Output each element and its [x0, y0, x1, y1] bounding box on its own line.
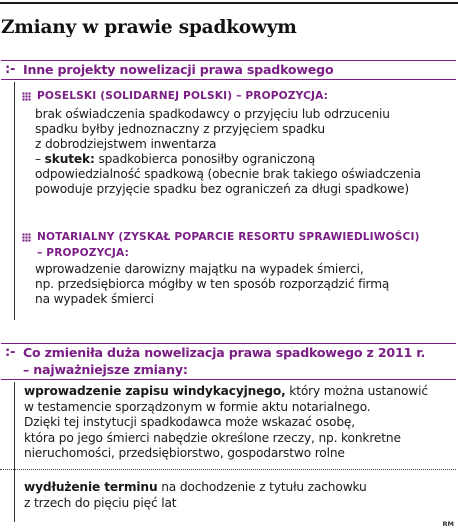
change1-line: nieruchomości, przedsiębiorstwo, gospodarstwo rolne: [24, 446, 345, 460]
change1-body: [24, 384, 456, 462]
change2-first-line: wydłużenie terminu na dochodzenie z tytułu zachowku: [24, 480, 367, 494]
section2-heading-line: Co zmieniła duża nowelizacja prawa spadkowego z 2011 r.: [23, 345, 426, 360]
item1-effect-line: odpowiedzialność spadkową (obecnie brak takiego oświadczenia: [35, 167, 421, 181]
top-rule: [0, 2, 458, 4]
section1-heading-bar: [1, 60, 456, 80]
dotted-divider: [0, 469, 456, 470]
effect-label: skutek:: [44, 152, 95, 166]
section2-heading-bar: [1, 343, 456, 380]
section2-heading-line: – najważniejsze zmiany:: [23, 362, 188, 377]
section1-vertical-rule: [14, 82, 15, 320]
item1-label: POSELSKI (SOLIDARNEJ POLSKI) – PROPOZYCJA:: [22, 88, 328, 104]
item1-effect: – skutek: spadkobierca ponosiłby ograniczoną: [35, 152, 316, 166]
change1-bold: wprowadzenie zapisu windykacyjnego,: [24, 384, 286, 398]
page-title: Zmiany w prawie spadkowym: [1, 17, 297, 38]
change2-body: [24, 480, 444, 511]
change1-first-line: wprowadzenie zapisu windykacyjnego, który można ustanowić: [24, 384, 428, 398]
item1-line: brak oświadczenia spadkodawcy o przyjęciu lub odrzuceniu: [35, 107, 390, 121]
change1-line: w testamencie sporządzonym w formie aktu notarialnego.: [24, 399, 371, 414]
item1-line: z dobrodziejstwem inwentarza: [35, 137, 217, 151]
change1-line: Dzięki tej instytucji spadkodawca może wskazać osobę,: [24, 415, 355, 429]
section1-heading: Inne projekty nowelizacji prawa spadkowego: [23, 62, 334, 77]
dot-grid-icon: [22, 92, 31, 101]
item2-body: [35, 262, 455, 307]
credit-label: RM: [442, 520, 454, 528]
change1-line: która po jego śmierci nabędzie określone rzeczy, np. konkretne: [24, 430, 401, 445]
section1-marker: :-: [5, 62, 16, 77]
item1-body: [35, 107, 455, 197]
item2-label: NOTARIALNY (ZYSKAŁ POPARCIE RESORTU SPRAWIEDLIWOŚCI) – PROPOZYCJA:: [22, 229, 420, 261]
section2-marker: :-: [5, 345, 16, 360]
section2-vertical-rule: [14, 382, 15, 522]
change2-line: z trzech do pięciu pięć lat: [24, 495, 177, 510]
item2-line: na wypadek śmierci: [35, 292, 154, 306]
item1-line: spadku byłby jednoznaczny z przyjęciem spadku: [35, 122, 325, 136]
change2-bold: wydłużenie terminu: [24, 480, 158, 494]
item2-line: wprowadzenie darowizny majątku na wypadek śmierci,: [35, 262, 364, 276]
item2-line: np. przedsiębiorca mógłby w ten sposób rozporządzić firmą: [35, 277, 390, 291]
dot-grid-icon: [22, 233, 31, 242]
item1-effect-line: powoduje przyjęcie spadku bez ograniczeń za długi spadkowe): [35, 182, 409, 196]
